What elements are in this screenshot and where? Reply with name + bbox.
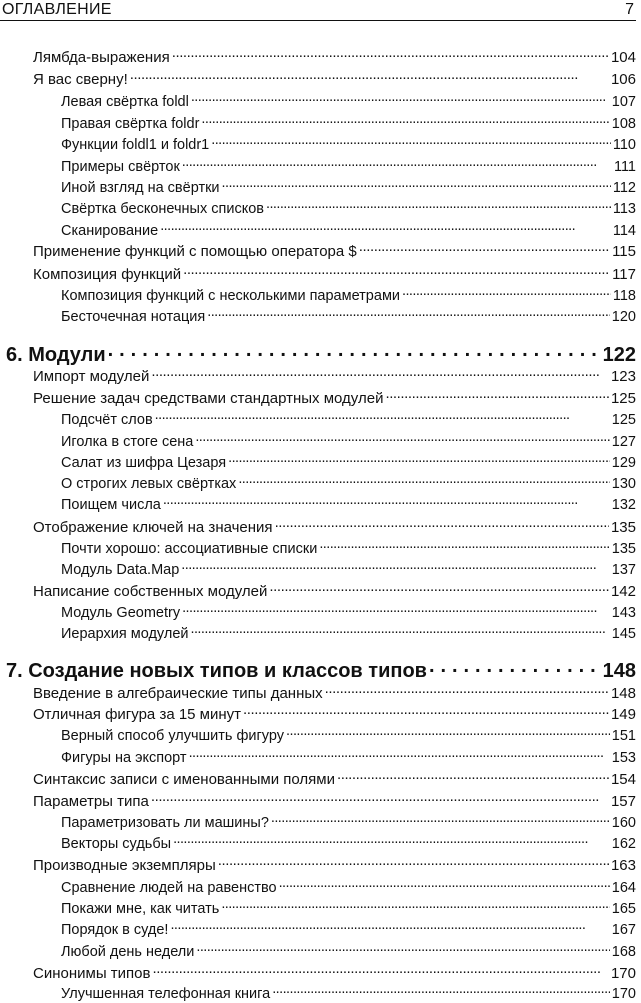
entry-page-number: 164 bbox=[611, 880, 636, 896]
toc-subentry[interactable] bbox=[61, 938, 636, 961]
dot-leader bbox=[286, 722, 610, 740]
entry-page-number: 111 bbox=[613, 159, 636, 175]
entry-title: Почти хорошо: ассоциативные списки bbox=[61, 541, 318, 557]
entry-page-number: 127 bbox=[611, 434, 636, 450]
entry-title: Отличная фигура за 15 минут bbox=[33, 706, 242, 723]
entry-title: Производные экземпляры bbox=[33, 857, 216, 874]
entry-page-number: 142 bbox=[610, 583, 636, 600]
entry-title: Иголка в стоге сена bbox=[61, 434, 194, 450]
entry-page-number: 122 bbox=[602, 344, 636, 366]
entry-page-number: 135 bbox=[610, 519, 636, 536]
dot-leader bbox=[151, 788, 609, 806]
dot-leader bbox=[402, 282, 611, 300]
dot-leader bbox=[243, 701, 609, 719]
toc-subentry[interactable] bbox=[61, 131, 636, 154]
entry-title: Правая свёртка foldr bbox=[61, 116, 200, 132]
entry-page-number: 120 bbox=[611, 309, 636, 325]
toc-entry[interactable] bbox=[33, 514, 636, 537]
running-title: ОГЛАВЛЕНИЕ bbox=[2, 1, 112, 18]
dot-leader bbox=[221, 895, 609, 913]
entry-title: Написание собственных модулей bbox=[33, 583, 268, 600]
dot-leader bbox=[182, 153, 612, 171]
entry-title: Верный способ улучшить фигуру bbox=[61, 728, 285, 744]
entry-page-number: 113 bbox=[612, 201, 636, 217]
entry-title: Модуль Geometry bbox=[61, 605, 181, 621]
toc-subentry[interactable] bbox=[61, 809, 636, 832]
page-header bbox=[0, 0, 636, 21]
entry-title: Подсчёт слов bbox=[61, 412, 153, 428]
dot-leader bbox=[172, 44, 609, 62]
page-number: 7 bbox=[625, 1, 634, 18]
entry-page-number: 170 bbox=[611, 986, 636, 1002]
dot-leader bbox=[359, 238, 610, 256]
entry-title: Отображение ключей на значения bbox=[33, 519, 273, 536]
toc-entry[interactable] bbox=[33, 766, 636, 789]
entry-page-number: 117 bbox=[612, 266, 636, 283]
toc-subentry[interactable] bbox=[61, 916, 636, 939]
dot-leader bbox=[275, 514, 609, 532]
toc-subentry[interactable] bbox=[61, 895, 636, 918]
entry-title: Модуль Data.Map bbox=[61, 562, 180, 578]
entry-page-number: 145 bbox=[611, 626, 636, 642]
toc-subentry[interactable] bbox=[61, 470, 636, 493]
dot-leader bbox=[272, 980, 610, 998]
entry-title: Порядок в суде! bbox=[61, 922, 169, 938]
entry-title: Параметры типа bbox=[33, 793, 149, 810]
entry-title: Поищем числа bbox=[61, 497, 161, 513]
toc-subentry[interactable] bbox=[61, 195, 636, 218]
toc-chapter[interactable] bbox=[6, 655, 636, 682]
entry-title: Любой день недели bbox=[61, 944, 195, 960]
entry-title: Импорт модулей bbox=[33, 368, 150, 385]
entry-title: Композиция функций bbox=[33, 266, 182, 283]
dot-leader bbox=[163, 491, 610, 509]
entry-page-number: 148 bbox=[610, 685, 636, 702]
toc-subentry[interactable] bbox=[61, 830, 636, 853]
entry-page-number: 132 bbox=[611, 497, 636, 513]
entry-page-number: 115 bbox=[612, 243, 636, 260]
entry-page-number: 154 bbox=[610, 771, 636, 788]
toc-entry[interactable] bbox=[33, 852, 636, 875]
entry-page-number: 149 bbox=[610, 706, 636, 723]
entry-page-number: 160 bbox=[611, 815, 636, 831]
entry-title: 6. Модули bbox=[6, 344, 106, 366]
toc-entry[interactable] bbox=[33, 66, 636, 89]
entry-page-number: 125 bbox=[610, 390, 636, 407]
entry-title: Сканирование bbox=[61, 223, 159, 239]
toc-subentry[interactable] bbox=[61, 428, 636, 451]
entry-page-number: 130 bbox=[611, 476, 636, 492]
entry-title: Композиция функций с несколькими параметрами bbox=[61, 288, 401, 304]
toc-entry[interactable] bbox=[33, 788, 636, 811]
dot-leader bbox=[189, 744, 610, 762]
entry-title: Функции foldl1 и foldr1 bbox=[61, 137, 210, 153]
toc-subentry[interactable] bbox=[61, 217, 636, 240]
entry-title: Векторы судьбы bbox=[61, 836, 172, 852]
entry-page-number: 106 bbox=[610, 71, 636, 88]
toc-entry[interactable] bbox=[33, 363, 636, 386]
dot-leader bbox=[222, 174, 611, 192]
toc-subentry[interactable] bbox=[61, 174, 636, 197]
dot-leader bbox=[238, 470, 609, 488]
entry-page-number: 114 bbox=[612, 223, 636, 239]
dot-leader bbox=[207, 303, 610, 321]
entry-page-number: 162 bbox=[611, 836, 636, 852]
toc-chapter[interactable] bbox=[6, 339, 636, 366]
entry-title: Применение функций с помощью оператора $ bbox=[33, 243, 357, 260]
entry-page-number: 157 bbox=[610, 793, 636, 810]
toc-subentry[interactable] bbox=[61, 744, 636, 767]
toc-entry[interactable] bbox=[33, 385, 636, 408]
entry-title: Левая свёртка foldl bbox=[61, 94, 189, 110]
toc-subentry[interactable] bbox=[61, 153, 636, 176]
entry-page-number: 167 bbox=[611, 922, 636, 938]
entry-title: Покажи мне, как читать bbox=[61, 901, 220, 917]
dot-leader bbox=[173, 830, 610, 848]
toc-entry[interactable] bbox=[33, 578, 636, 601]
entry-title: Иерархия модулей bbox=[61, 626, 189, 642]
dot-leader bbox=[191, 88, 610, 106]
entry-title: Иной взгляд на свёртки bbox=[61, 180, 220, 196]
dot-leader bbox=[190, 620, 609, 638]
entry-title: Параметризовать ли машины? bbox=[61, 815, 269, 831]
entry-title: О строгих левых свёртках bbox=[61, 476, 237, 492]
entry-page-number: 107 bbox=[611, 94, 636, 110]
entry-page-number: 153 bbox=[611, 750, 636, 766]
toc-subentry[interactable] bbox=[61, 449, 636, 472]
toc-subentry[interactable] bbox=[61, 282, 636, 305]
entry-title: Синтаксис записи с именованными полями bbox=[33, 771, 335, 788]
toc-subentry[interactable] bbox=[61, 303, 636, 326]
toc-subentry[interactable] bbox=[61, 722, 636, 745]
entry-title: Введение в алгебраические типы данных bbox=[33, 685, 323, 702]
entry-page-number: 165 bbox=[611, 901, 636, 917]
entry-title: Сравнение людей на равенство bbox=[61, 880, 277, 896]
toc-subentry[interactable] bbox=[61, 556, 636, 579]
entry-page-number: 170 bbox=[610, 965, 636, 982]
entry-page-number: 137 bbox=[611, 562, 636, 578]
dot-leader bbox=[266, 195, 611, 213]
entry-page-number: 110 bbox=[612, 137, 636, 153]
dot-leader bbox=[429, 655, 601, 677]
entry-page-number: 129 bbox=[611, 455, 636, 471]
toc-entry[interactable] bbox=[33, 701, 636, 724]
dot-leader bbox=[195, 428, 609, 446]
entry-page-number: 108 bbox=[611, 116, 636, 132]
entry-title: Синонимы типов bbox=[33, 965, 151, 982]
dot-leader bbox=[170, 916, 609, 934]
entry-page-number: 148 bbox=[602, 660, 636, 682]
entry-page-number: 168 bbox=[611, 944, 636, 960]
toc-entry[interactable] bbox=[33, 238, 636, 261]
entry-title: Я вас сверну! bbox=[33, 71, 128, 88]
entry-page-number: 104 bbox=[610, 49, 636, 66]
dot-leader bbox=[279, 874, 610, 892]
dot-leader bbox=[155, 406, 610, 424]
toc-subentry[interactable] bbox=[61, 110, 636, 133]
entry-title: Решение задач средствами стандартных модулей bbox=[33, 390, 384, 407]
entry-page-number: 143 bbox=[611, 605, 636, 621]
dot-leader bbox=[271, 809, 610, 827]
dot-leader bbox=[228, 449, 610, 467]
entry-title: Салат из шифра Цезаря bbox=[61, 455, 227, 471]
entry-title: Примеры свёрток bbox=[61, 159, 180, 175]
dot-leader bbox=[269, 578, 609, 596]
dot-leader bbox=[385, 385, 609, 403]
toc-entry[interactable] bbox=[33, 680, 636, 703]
entry-title: 7. Создание новых типов и классов типов bbox=[6, 660, 427, 682]
toc-entry[interactable] bbox=[33, 261, 636, 284]
entry-title: Лямбда-выражения bbox=[33, 49, 170, 66]
dot-leader bbox=[152, 960, 609, 978]
dot-leader bbox=[108, 339, 601, 361]
toc-subentry[interactable] bbox=[61, 535, 636, 558]
dot-leader bbox=[325, 680, 609, 698]
dot-leader bbox=[160, 217, 611, 235]
entry-page-number: 135 bbox=[611, 541, 636, 557]
entry-title: Бесточечная нотация bbox=[61, 309, 206, 325]
entry-title: Свёртка бесконечных списков bbox=[61, 201, 264, 217]
entry-page-number: 125 bbox=[611, 412, 636, 428]
dot-leader bbox=[196, 938, 609, 956]
dot-leader bbox=[130, 66, 609, 84]
toc-entry[interactable] bbox=[33, 44, 636, 67]
dot-leader bbox=[201, 110, 609, 128]
toc-subentry[interactable] bbox=[61, 491, 636, 514]
toc-subentry[interactable] bbox=[61, 620, 636, 643]
toc-subentry[interactable] bbox=[61, 599, 636, 622]
toc-subentry[interactable] bbox=[61, 406, 636, 429]
entry-title: Улучшенная телефонная книга bbox=[61, 986, 271, 1002]
dot-leader bbox=[337, 766, 609, 784]
toc-subentry[interactable] bbox=[61, 874, 636, 897]
entry-page-number: 112 bbox=[612, 180, 636, 196]
dot-leader bbox=[181, 556, 610, 574]
dot-leader bbox=[211, 131, 611, 149]
entry-page-number: 163 bbox=[610, 857, 636, 874]
entry-title: Фигуры на экспорт bbox=[61, 750, 187, 766]
entry-page-number: 151 bbox=[611, 728, 636, 744]
toc-subentry[interactable] bbox=[61, 88, 636, 111]
dot-leader bbox=[182, 599, 610, 617]
dot-leader bbox=[183, 261, 610, 279]
dot-leader bbox=[151, 363, 609, 381]
entry-page-number: 123 bbox=[610, 368, 636, 385]
entry-page-number: 118 bbox=[612, 288, 636, 304]
dot-leader bbox=[218, 852, 609, 870]
dot-leader bbox=[319, 535, 609, 553]
